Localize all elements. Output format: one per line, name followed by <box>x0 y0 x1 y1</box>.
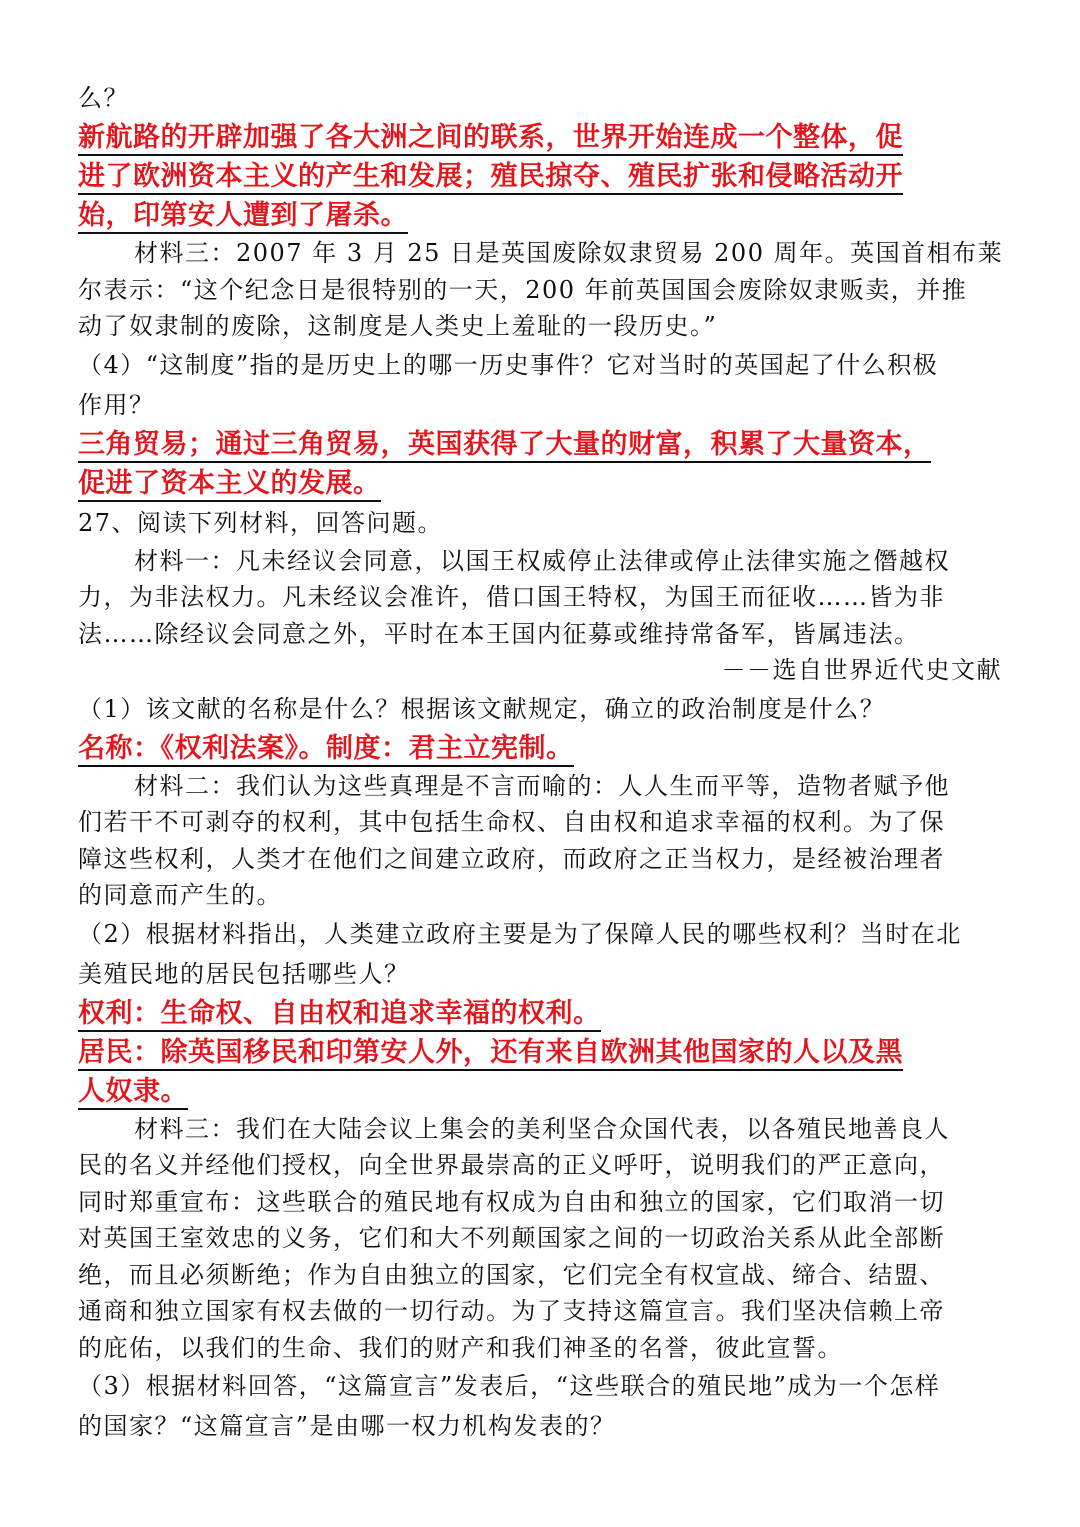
material-line: 的庇佑，以我们的生命、我们的财产和我们神圣的名誉，彼此宣誓。 <box>78 1333 843 1362</box>
answer-line <box>78 729 1002 768</box>
answer-line <box>78 994 1002 1033</box>
material-line: 材料三：2007 年 3 月 25 日是英国废除奴隶贸易 200 周年。英国首相布莱 <box>134 239 1004 267</box>
material-line: 通商和独立国家有权去做的一切行动。为了支持这篇宣言。我们坚决信赖上帝 <box>78 1297 945 1325</box>
answer-text: 名称：《权利法案》。制度：君主立宪制。 <box>78 733 574 767</box>
answer-text: 三角贸易；通过三角贸易，英国获得了大量的财富，积累了大量资本， <box>78 429 931 463</box>
question-line: 么？ <box>78 84 129 112</box>
block-q <box>78 78 1002 118</box>
block-ans <box>78 994 1002 1033</box>
question-line: 27、阅读下列材料，回答问题。 <box>78 508 444 537</box>
material-line: 的同意而产生的。 <box>78 881 282 909</box>
block-mat <box>78 235 1002 345</box>
material-line: 材料一：凡未经议会同意，以国王权威停止法律或停止法律实施之僭越权 <box>134 546 950 575</box>
material-line: 材料三：我们在大陆会议上集会的美利坚合众国代表，以各殖民地善良人 <box>134 1114 950 1143</box>
source-line: －－选自世界近代史文献 <box>721 656 1002 684</box>
answer-line <box>78 464 1002 503</box>
block-q <box>78 1366 1002 1446</box>
block-mat <box>78 543 1002 653</box>
answer-text: 新航路的开辟加强了各大洲之间的联系，世界开始连成一个整体，促 <box>78 122 903 156</box>
block-q <box>78 914 1002 994</box>
block-ans <box>78 118 1002 235</box>
material-line: 法……除经议会同意之外，平时在本王国内征募或维持常备军，皆属违法。 <box>78 619 920 648</box>
material-line: 材料二：我们认为这些真理是不言而喻的：人人生而平等，造物者赋予他 <box>134 771 950 800</box>
answer-text: 权利：生命权、自由权和追求幸福的权利。 <box>78 998 601 1032</box>
answer-text: 始，印第安人遭到了屠杀。 <box>78 200 408 234</box>
block-ans <box>78 1033 1002 1111</box>
answer-line <box>78 1033 1002 1072</box>
question-line: （1）该文献的名称是什么？根据该文献规定，确立的政治制度是什么？ <box>78 694 886 723</box>
material-line: 们若干不可剥夺的权利，其中包括生命权、自由权和追求幸福的权利。为了保 <box>78 808 945 836</box>
answer-line <box>78 157 1002 196</box>
block-q <box>78 689 1002 729</box>
answer-line <box>78 425 1002 464</box>
question-line: 作用？ <box>78 390 155 419</box>
answer-line <box>78 196 1002 235</box>
question-line: （4）“这制度”指的是历史上的哪一历史事件？它对当时的英国起了什么积极 <box>78 350 939 379</box>
answer-text: 促进了资本主义的发展。 <box>78 468 381 502</box>
question-line: （3）根据材料回答，“这篇宣言”发表后，“这些联合的殖民地”成为一个怎样 <box>78 1372 941 1400</box>
material-line: 动了奴隶制的废除，这制度是人类史上羞耻的一段历史。” <box>78 312 718 340</box>
question-line: 的国家？“这篇宣言”是由哪一权力机构发表的？ <box>78 1412 616 1440</box>
block-ans <box>78 425 1002 503</box>
block-mat <box>78 1111 1002 1367</box>
block-src <box>78 652 1002 689</box>
material-line: 民的名义并经他们授权，向全世界最崇高的正义呼吁，说明我们的严正意向， <box>78 1151 945 1179</box>
answer-text: 人奴隶。 <box>78 1076 188 1110</box>
material-line: 尔表示：“这个纪念日是很特别的一天，200 年前英国国会废除奴隶贩卖，并推 <box>78 275 968 304</box>
answer-text: 进了欧洲资本主义的产生和发展；殖民掠夺、殖民扩张和侵略活动开 <box>78 161 903 195</box>
material-line: 同时郑重宣布：这些联合的殖民地有权成为自由和独立的国家，它们取消一切 <box>78 1187 945 1216</box>
question-line: （2）根据材料指出，人类建立政府主要是为了保障人民的哪些权利？当时在北 <box>78 919 962 948</box>
answer-line <box>78 1072 1002 1111</box>
block-q <box>78 503 1002 543</box>
material-line: 障这些权利，人类才在他们之间建立政府，而政府之正当权力，是经被治理者 <box>78 844 945 873</box>
material-line: 对英国王室效忠的义务，它们和大不列颠国家之间的一切政治关系从此全部断 <box>78 1224 945 1252</box>
question-line: 美殖民地的居民包括哪些人？ <box>78 959 410 988</box>
answer-line <box>78 118 1002 157</box>
block-ans <box>78 729 1002 768</box>
block-q <box>78 345 1002 425</box>
block-mat <box>78 768 1002 914</box>
material-line: 绝，而且必须断绝；作为自由独立的国家，它们完全有权宣战、缔合、结盟、 <box>78 1260 945 1289</box>
material-line: 力，为非法权力。凡未经议会准许，借口国王特权，为国王而征收……皆为非 <box>78 583 945 611</box>
answer-text: 居民：除英国移民和印第安人外，还有来自欧洲其他国家的人以及黑 <box>78 1037 903 1071</box>
